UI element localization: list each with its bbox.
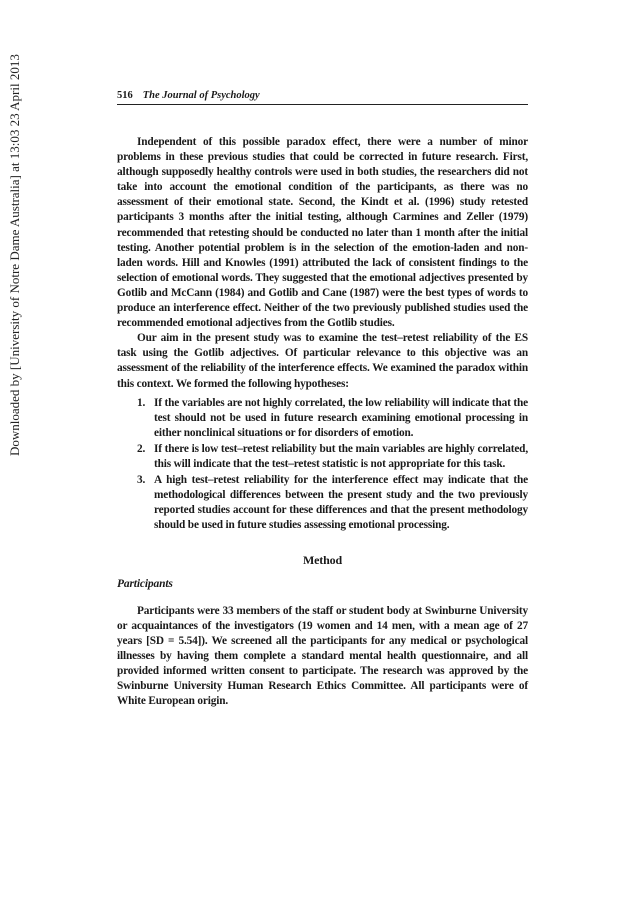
list-item — [137, 396, 528, 441]
paragraph: Our aim in the present study was to examine the test–retest reliability of the ES task using the Gotlib adjectives. Of particular relevance to this objective was an assessment of the reliability of the interference effects. We examined the paradox within this context. We formed the following hypotheses: — [117, 332, 528, 390]
hypotheses-list — [117, 396, 528, 534]
paragraph: Independent of this possible paradox effect, there were a number of minor problems in these previous studies that could be corrected in future research. First, although supposedly healthy controls were used in both studies, the researchers did not take into account the emotional condition of the participants, as there was no assessment of their emotional state. Second, the Kindt et al. (1996) study retested participants 3 months after the initial testing, although Carmines and Zeller (1979) recommended that retesting should be conducted no later than 1 month after the initial testing. Another potential problem is in the selection of the emotion-laden and non-laden words. Hill and Knowles (1991) attributed the lack of consistent findings to the selection of emotional words. They suggested that the emotional adjectives presented by Gotlib and McCann (1984) and Gotlib and Cane (1987) were the best types of words to produce an interference effect. Neither of the two previously published studies used the recommended emotional adjectives from the Gotlib studies. — [117, 136, 528, 330]
list-item — [137, 473, 528, 533]
list-number: 1. — [137, 396, 146, 409]
page-number: 516 — [117, 90, 133, 101]
list-text: A high test–retest reliability for the interference effect may indicate that the methodological differences between the present study and the two previously reported studies account for these differences and that the present methodology should be used in future studies assessing emotional processing. — [154, 474, 528, 532]
paragraph: Participants were 33 members of the staff or student body at Swinburne University or acquaintances of the investigators (19 women and 14 men, with a mean age of 27 years [SD = 5.54]). We screened all the participants for any medical or psychological illnesses by having them complete a standard mental health questionnaire, and all provided informed written consent to participate. The research was approved by the Swinburne University Human Research Ethics Committee. All participants were of White European origin. — [117, 604, 528, 708]
section-heading-method: Method — [302, 553, 343, 568]
download-watermark: Downloaded by [University of Notre Dame Australia] at 13:03 23 April 2013 — [7, 54, 22, 456]
list-item — [137, 442, 528, 472]
list-text: If there is low test–retest reliability but the main variables are highly correlated, this will indicate that the test–retest statistic is not appropriate for this task. — [154, 442, 528, 470]
list-text: If the variables are not highly correlated, the low reliability will indicate that the test should not be used in future research examining emotional processing in either nonclinical situations or for disorders of emotion. — [154, 396, 528, 439]
article-body — [117, 135, 528, 709]
subsection-heading-participants: Participants — [117, 577, 173, 590]
list-number: 3. — [137, 474, 146, 487]
list-number: 2. — [137, 442, 146, 455]
journal-title: The Journal of Psychology — [142, 90, 260, 101]
running-head — [117, 90, 528, 105]
